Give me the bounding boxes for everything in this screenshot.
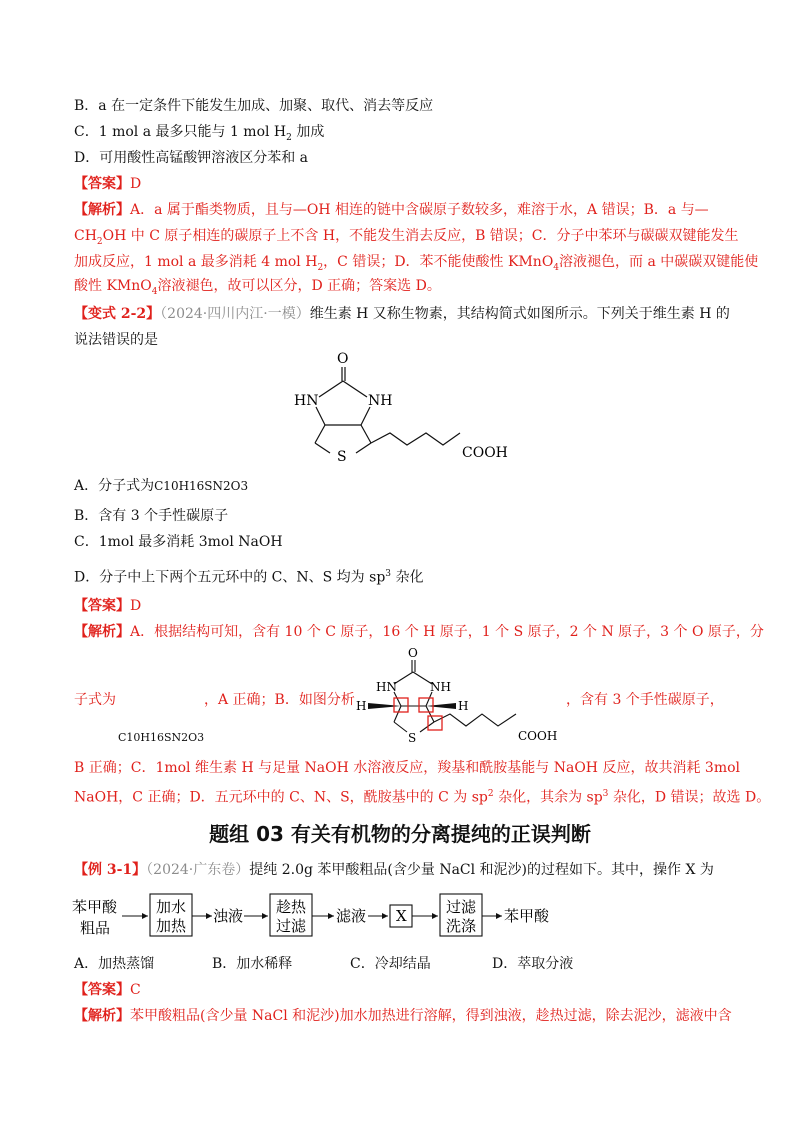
struct2-sulfur: S bbox=[408, 731, 417, 745]
biotin-chiral-analysis bbox=[354, 646, 574, 746]
answer-line: 【答案】D bbox=[74, 176, 142, 192]
struct2-cooh: COOH bbox=[518, 729, 558, 743]
flow-box4-b: 洗涤 bbox=[446, 917, 477, 935]
option-b: B．a 在一定条件下能发生加成、加聚、取代、消去等反应 bbox=[74, 98, 434, 114]
struct-hn: HN bbox=[294, 393, 319, 409]
biotin-structure bbox=[282, 345, 522, 470]
analysis-line-1: 【解析】A．a 属于酯类物质，且与—OH 相连的链中含碳原子数较多，难溶于水，A 错误；B．a 与— bbox=[74, 202, 709, 218]
section-title: 题组 03 有关有机物的分离提纯的正误判断 bbox=[209, 822, 591, 846]
struct-nh: NH bbox=[368, 393, 393, 409]
q22-analysis-3: B 正确；C．1mol 维生素 H 与足量 NaOH 水溶液反应，羧基和酰胺基能与 NaOH 反应，故共消耗 3mol bbox=[74, 760, 741, 776]
flow-box2-a: 趁热 bbox=[276, 898, 307, 916]
struct-sulfur: S bbox=[337, 449, 347, 465]
q22-option-a: A．分子式为C10H16SN2O3 bbox=[74, 478, 249, 494]
flow-box-x: X bbox=[396, 907, 407, 925]
q22-stem-2: 说法错误的是 bbox=[74, 332, 158, 348]
q22-analysis-2a: 子式为 bbox=[74, 692, 116, 708]
q31-option-b: B．加水稀释 bbox=[212, 956, 293, 972]
flow-mid-2: 滤液 bbox=[336, 907, 367, 925]
analysis-line-4: 酸性 KMnO$_4$溶液褪色，故可以区分，D 正确；答案选 D。 bbox=[74, 278, 441, 297]
purification-flowchart bbox=[70, 888, 630, 944]
q31-stem: 【例 3-1】（2024·广东卷）提纯 2.0g 苯甲酸粗品(含少量 NaCl 和泥沙)的过程如下。其中，操作 X 为 bbox=[74, 862, 714, 878]
q31-analysis-1: 【解析】苯甲酸粗品(含少量 NaCl 和泥沙)加水加热进行溶解，得到浊液，趁热过滤，除去泥沙，滤液中含 bbox=[74, 1008, 732, 1024]
struct-oxygen: O bbox=[337, 351, 349, 367]
q22-stem-1: 【变式 2-2】（2024·四川内江·一模）维生素 H 又称生物素，其结构简式如图所示。下列关于维生素 H 的 bbox=[74, 306, 730, 322]
analysis-line-3: 加成反应，1 mol a 最多消耗 4 mol $H_2$，C 错误；D．苯不能使酸性 KMnO$_4$溶液褪色，而 a 中碳碳双键能使 bbox=[74, 254, 759, 273]
q22-option-b: B．含有 3 个手性碳原子 bbox=[74, 508, 229, 524]
q22-analysis-2c: ，含有 3 个手性碳原子， bbox=[566, 692, 724, 708]
flow-box1-a: 加水 bbox=[156, 898, 187, 916]
flow-box2-b: 过滤 bbox=[276, 917, 307, 935]
flow-mid-1: 浊液 bbox=[213, 907, 244, 925]
flow-box1-b: 加热 bbox=[156, 917, 187, 935]
struct-cooh: COOH bbox=[462, 445, 508, 461]
q22-analysis-2b: ，A 正确；B．如图分析 bbox=[204, 692, 355, 708]
analysis-line-2: $CH_2OH$ 中 C 原子相连的碳原子上不含 H，不能发生消去反应，B 错误；C．分子中苯环与碳碳双键能发生 bbox=[74, 228, 739, 247]
q31-option-d: D．萃取分液 bbox=[492, 956, 574, 972]
flow-start-1: 苯甲酸 bbox=[72, 898, 118, 916]
q22-analysis-1: 【解析】A．根据结构可知，含有 10 个 C 原子，16 个 H 原子，1 个 S 原子，2 个 N 原子，3 个 O 原子，分 bbox=[74, 624, 764, 640]
q22-analysis-4: NaOH，C 正确；D．五元环中的 C、N、S，酰胺基中的 C 为 $sp^2$ 杂化，其余为 $sp^3$ 杂化，D 错误；故选 D。 bbox=[74, 789, 771, 806]
flow-start-2: 粗品 bbox=[80, 919, 111, 937]
q22-option-c: C．1mol 最多消耗 3mol NaOH bbox=[74, 534, 283, 550]
q31-answer: 【答案】C bbox=[74, 982, 141, 998]
option-c: C．1 mol a 最多只能与 1 mol $H_2$ 加成 bbox=[74, 124, 325, 143]
q22-answer: 【答案】D bbox=[74, 598, 142, 614]
option-d: D．可用酸性高锰酸钾溶液区分苯和 a bbox=[74, 150, 309, 166]
q22-option-d: D．分子中上下两个五元环中的 C、N、S 均为 $sp^3$ 杂化 bbox=[74, 569, 424, 586]
q31-option-a: A．加热蒸馏 bbox=[74, 956, 155, 972]
struct2-nh: NH bbox=[430, 680, 451, 694]
q22-formula: C10H16SN2O3 bbox=[118, 731, 205, 744]
q31-option-c: C．冷却结晶 bbox=[350, 956, 431, 972]
flow-box4-a: 过滤 bbox=[446, 898, 477, 916]
struct2-h-left: H bbox=[356, 699, 367, 713]
struct2-hn: HN bbox=[376, 680, 397, 694]
struct2-oxygen: O bbox=[408, 646, 418, 660]
struct2-h-right: H bbox=[458, 699, 469, 713]
flow-end: 苯甲酸 bbox=[504, 907, 550, 925]
